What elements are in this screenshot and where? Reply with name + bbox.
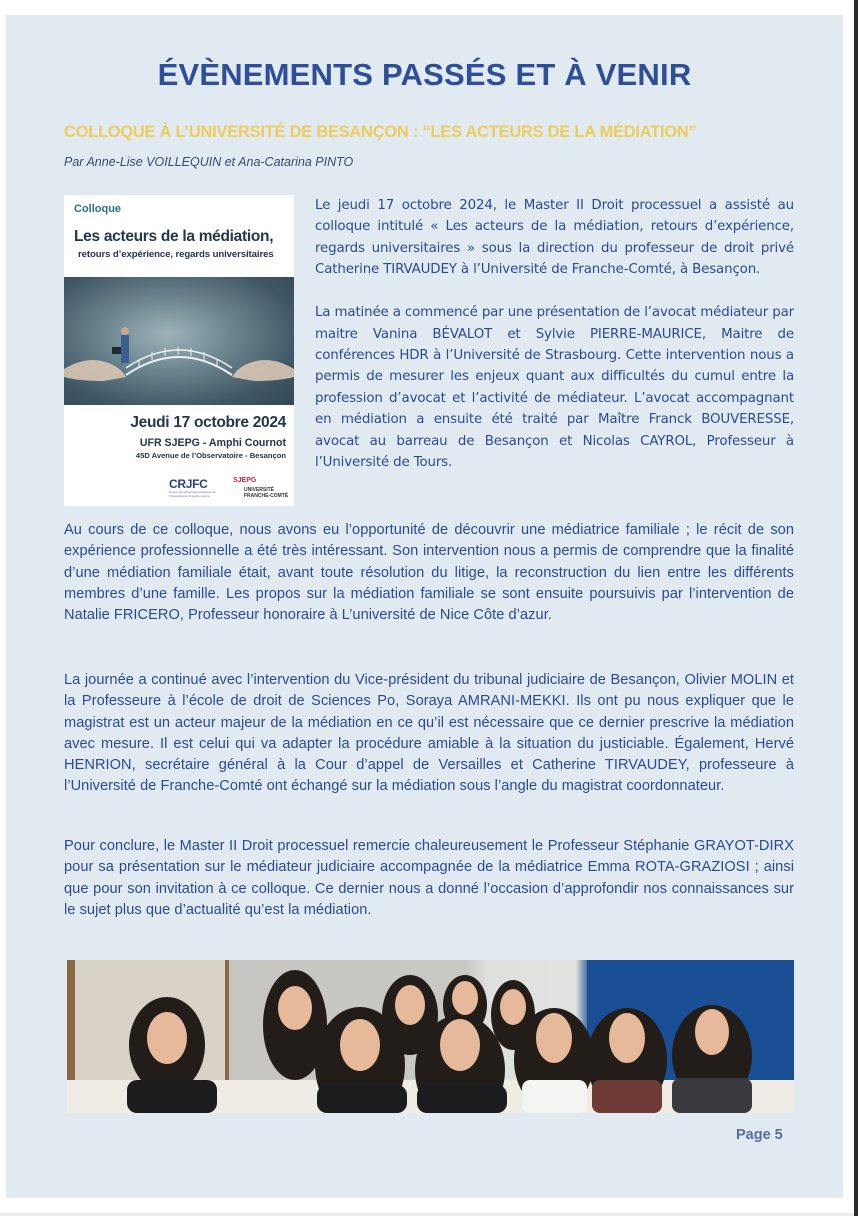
bridge-hands-illustration xyxy=(64,277,294,405)
article-byline: Par Anne-Lise VOILLEQUIN et Ana-Catarina PINTO xyxy=(64,155,354,169)
poster-logos xyxy=(169,475,289,503)
poster-bridge-illustration xyxy=(64,277,294,405)
intro-paragraph: Le jeudi 17 octobre 2024, le Master II Droit processuel a assisté au colloque intitulé « Les acteurs de la médiation, retours d’expérience, regards universitaires » sous la direction du professeur de droit privé Catherine TIRVAUDEY à l’Université de Franche-Comté, à Besançon. xyxy=(315,198,794,278)
poster-address: 45D Avenue de l’Observatoire - Besançon xyxy=(135,451,286,460)
intro-paragraph: La matinée a commencé par une présentation de l’avocat médiateur par maitre Vanina BÉVALOT et Sylvie PIERRE-MAURICE, Maitre de conférences HDR à l’Université de Strasbourg. Cette intervention nous a permis de mesurer les enjeux quant aux difficultés du cumul entre la profession d’avocat et l’activité de médiateur. L’avocat accompagnant en médiation a ensuite été traité par Maître Franck BOUVERESSE, avocat au barreau de Besançon et Nicolas CAYROL, Professeur à l’Université de Tours. xyxy=(315,305,794,470)
poster-label: Colloque xyxy=(74,203,122,215)
group-photo xyxy=(67,960,794,1113)
crjfc-logo-caption: Centre de recherches juridiques de l’Université de Franche-Comté xyxy=(169,490,216,498)
poster-title: Les acteurs de la médiation, xyxy=(74,228,274,245)
page-title: ÉVÈNEMENTS PASSÉS ET À VENIR xyxy=(157,57,692,92)
body-paragraph: Au cours de ce colloque, nous avons eu l’opportunité de découvrir une médiatrice familiale ; le récit de son expérience professionnelle a été très intéressant. Son intervention nous a permis de comprendre que la finalité d’une médiation familiale était, avant toute résolution du litige, la reconstruction du lien entre les différents membres d’une famille. Les propos sur la médiation familiale se sont ensuite poursuivis par l’intervention de Natalie FRICERO, Professeur honoraire à L’université de Nice Côte d’azur. xyxy=(64,522,794,624)
poster-place: UFR SJEPG - Amphi Cournot xyxy=(139,437,286,449)
page-number: Page 5 xyxy=(736,1127,783,1143)
newsletter-page xyxy=(6,15,843,1198)
body-paragraph: Pour conclure, le Master II Droit processuel remercie chaleureusement le Professeur Stéphanie GRAYOT-DIRX pour sa présentation sur le médiateur judiciaire accompagnée de la médiatrice Emma ROTA-GRAZIOSI ; ainsi que pour son invitation à ce colloque. Ce dernier nous a donné l’occasion d’approfondir nos connaissances sur le sujet plus que d’actualité qu’est la médiation. xyxy=(64,838,794,918)
sjepg-logo: SJEPG xyxy=(233,477,257,484)
article-heading: COLLOQUE À L’UNIVERSITÉ DE BESANÇON : “LES ACTEURS DE LA MÉDIATION” xyxy=(64,123,697,141)
crjfc-logo: CRJFC xyxy=(169,477,208,491)
poster-date: Jeudi 17 octobre 2024 xyxy=(130,414,286,431)
ufc-logo: UNIVERSITÉ FRANCHE-COMTÉ xyxy=(244,487,289,499)
body-paragraph: La journée a continué avec l’intervention du Vice-président du tribunal judiciaire de Besançon, Olivier MOLIN et la Professeure à l’école de droit de Sciences Po, Soraya AMRANI-MEKKI. Ils ont pu nous expliquer que le magistrat est un acteur majeur de la médiation en ce qu’il est nécessaire que ce dernier prescrive la médiation avec mesure. Il est celui qui va adapter la procédure amiable à la situation du justiciable. Également, Hervé HENRION, secrétaire général à la Cour d’appel de Versailles et Catherine TIRVAUDEY, professeure à l’Université de Franche-Comté ont échangé sur la médiation sous l’angle du magistrat coordonnateur. xyxy=(64,672,794,795)
colloque-poster-image xyxy=(64,195,294,506)
article-intro xyxy=(315,195,794,495)
group-photo-illustration xyxy=(67,960,794,1113)
window-edge xyxy=(854,0,858,1216)
poster-subtitle: retours d’expérience, regards universitaires xyxy=(78,249,274,260)
